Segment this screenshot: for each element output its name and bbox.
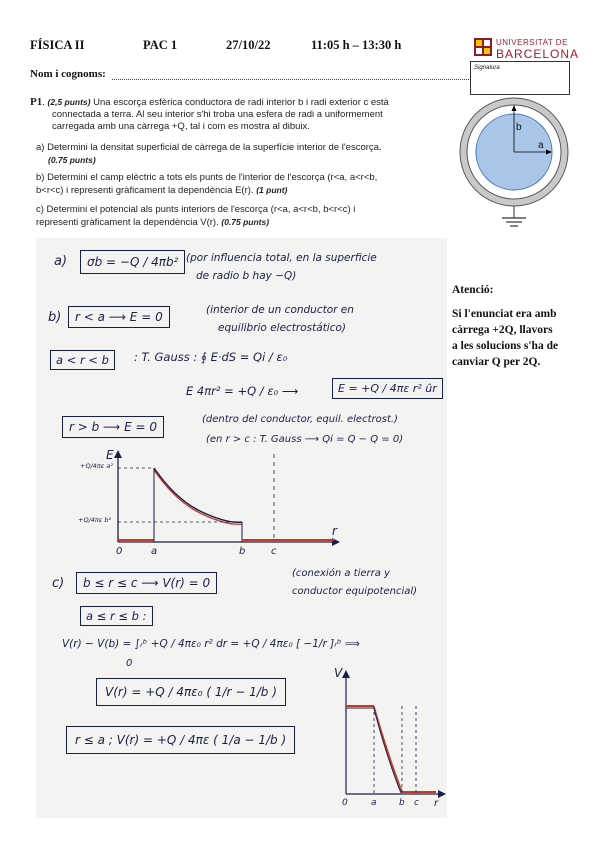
part-b-line: b) Determini el camp elèctric a tots els punts de l'interior de l'escorça (r<a, a<r<b,: [36, 172, 378, 183]
part-a-line: a) Determini la densitat superficial de càrrega de la superfície interior de l'escorça.: [36, 142, 382, 153]
part-b-points: (1 punt): [256, 185, 288, 195]
tick-b: b: [239, 546, 246, 557]
b1-note-2: equilibrio electrostático): [218, 322, 347, 334]
university-crest-icon: [472, 36, 494, 58]
part-b: [36, 172, 456, 197]
logo-line1: UNIVERSITAT DE: [496, 38, 568, 47]
tick-0: 0: [116, 546, 123, 557]
part-b-line: b<r<c) i representi gràficament la dependència E(r).: [36, 185, 254, 196]
attention-line: canviar Q per 2Q.: [452, 356, 541, 368]
c2-range: a ≤ r ≤ b :: [80, 606, 153, 626]
radius-a-label: a: [538, 140, 544, 151]
part-b-marker: b): [48, 310, 62, 325]
v-axis-label: V: [334, 666, 343, 680]
name-line: [112, 79, 469, 80]
attention-title: Atenció:: [452, 284, 494, 296]
tick-a: a: [151, 546, 158, 557]
c2-integral: V(r) − V(b) = ∫ᵣᵇ +Q / 4πε₀ r² dr = +Q / 4πε₀ [ −1/r ]ᵣᵇ ⟹: [62, 638, 360, 650]
v-tick-c: c: [414, 798, 419, 808]
part-c-line: c) Determini el potencial als punts interiors de l'escorça (r<a, a<r<b, b<r<c) i: [36, 204, 356, 215]
tick-c: c: [271, 546, 277, 557]
v-tick-a: a: [371, 798, 377, 808]
part-a-points: (0.75 punts): [48, 155, 96, 165]
name-label: Nom i cognoms:: [30, 68, 106, 80]
problem-points: (2,5 punts): [47, 97, 91, 107]
v-tick-b: b: [399, 798, 405, 808]
a-note-1: (por influencia total, en la superficie: [186, 252, 377, 264]
spherical-shell-diagram: [452, 96, 582, 236]
b1-note-1: (interior de un conductor en: [206, 304, 354, 316]
b2-range: a < r < b: [50, 350, 115, 370]
b3-result: r > b ⟶ E = 0: [62, 416, 164, 438]
radius-b-label: b: [516, 122, 522, 133]
e-min-label: +Q/4πε b²: [78, 516, 112, 524]
a-note-2: de radio b hay −Q): [196, 270, 297, 282]
c1-result: b ≤ r ≤ c ⟶ V(r) = 0: [76, 572, 217, 594]
signature-box: [470, 61, 570, 95]
university-logo: [472, 36, 494, 63]
sigma-b-result: σb = −Q / 4πb²: [80, 250, 185, 274]
problem-label: P1: [30, 96, 43, 108]
exam-time: 11:05 h – 13:30 h: [311, 38, 402, 52]
e-axis-label: E: [106, 448, 114, 462]
b1-result: r < a ⟶ E = 0: [68, 306, 170, 328]
attention-line: Si l'enunciat era amb: [452, 308, 557, 320]
part-c-marker: c): [52, 576, 65, 591]
b2-gauss: : T. Gauss : ∮ E·dS = Qi / ε₀: [134, 350, 288, 364]
statement-line: Una escorça esfèrica conductora de radi interior b i radi exterior c està: [93, 97, 389, 108]
r-axis-label: r: [332, 524, 337, 538]
attention-line: càrrega +2Q, llavors: [452, 324, 553, 336]
b2-equation: E 4πr² = +Q / ε₀ ⟶: [186, 384, 299, 398]
test-name: PAC 1: [143, 38, 178, 52]
logo-line2: BARCELONA: [496, 47, 580, 61]
part-a-marker: a): [54, 254, 68, 269]
attention-note: [452, 306, 592, 370]
part-c: [36, 204, 456, 229]
part-c-line: representi gràficament la dependència V(r).: [36, 217, 219, 228]
b2-result: E = +Q / 4πε r² ûr: [332, 378, 443, 399]
exam-date: 27/10/22: [226, 38, 271, 52]
c3-result: r ≤ a ; V(r) = +Q / 4πε ( 1/a − 1/b ): [66, 726, 295, 754]
b3-note-1: (dentro del conductor, equil. electrost.): [202, 414, 398, 425]
subject: FÍSICA II: [30, 38, 85, 52]
c1-note-1: (conexión a tierra y: [292, 568, 390, 579]
e-field-plot: [78, 448, 344, 565]
v-tick-0: 0: [342, 798, 348, 808]
e-max-label: +Q/4πε a²: [80, 462, 113, 470]
shell-figure: [452, 96, 582, 241]
v-r-axis-label: r: [434, 798, 439, 809]
signature-label: Signatura: [474, 65, 500, 71]
problem-statement: P1. (2,5 punts) Una escorça esfèrica conductora de radi interior b i radi exterior c està connectada a terra. Al seu interior s'hi troba una esfera de radi a uniformement carregada amb una càrrega +Q, tal i com es mostra al dibuix.: [30, 96, 450, 133]
solution-sheet: [36, 238, 447, 818]
part-c-points: (0.75 punts): [221, 217, 270, 227]
statement-line: connectada a terra. Al seu interior s'hi troba una esfera de radi a uniformement: [52, 109, 383, 120]
potential-plot: [332, 666, 447, 811]
c1-note-2: conductor equipotencial): [292, 586, 418, 597]
c2-result: V(r) = +Q / 4πε₀ ( 1/r − 1/b ): [96, 678, 286, 706]
c2-vb-zero: 0: [126, 658, 133, 669]
attention-line: a les solucions s'ha de: [452, 340, 559, 352]
statement-line: carregada amb una càrrega +Q, tal i com es mostra al dibuix.: [52, 121, 310, 132]
b3-note-2: (en r > c : T. Gauss ⟶ Qi = Q − Q = 0): [206, 434, 404, 445]
part-a: [36, 142, 456, 166]
